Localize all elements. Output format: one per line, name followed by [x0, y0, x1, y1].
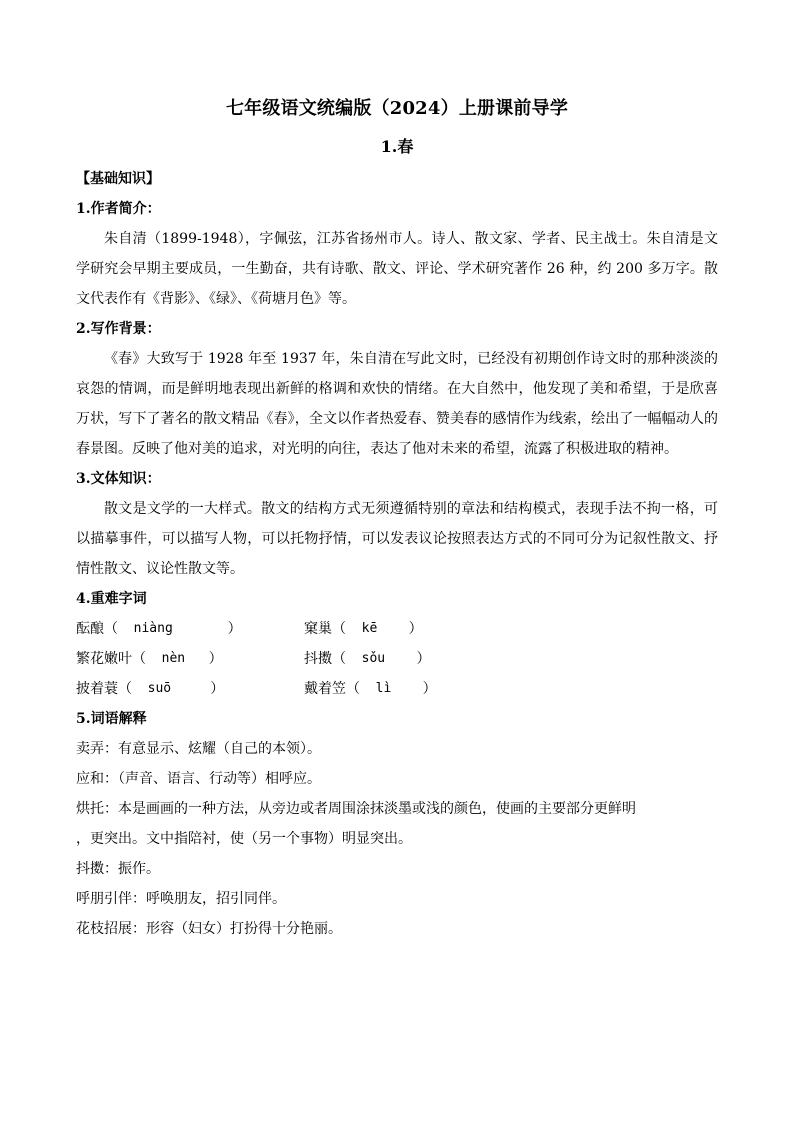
vocab-pinyin: lì: [360, 681, 423, 696]
vocab-row: [76, 674, 718, 704]
vocab-item: [76, 614, 304, 644]
vocab-row: [76, 644, 718, 674]
background-paragraph: 《春》大致写于 1928 年至 1937 年，朱自清在写此文时，已经没有初期创作诗文时的那种淡淡的哀怨的情调，而是鲜明地表现出新鲜的格调和欢快的情绪。在大自然中，他发现了美和希望，于是欣喜万状，写下了著名的散文精品《春》，全文以作者热爱春、赞美春的感情作为线索，绘出了一幅幅动人的春景图。反映了他对美的追求，对光明的向往，表达了他对未来的希望，流露了积极进取的精神。: [76, 351, 718, 457]
author-paragraph: 朱自清（1899-1948），字佩弦，江苏省扬州市人。诗人、散文家、学者、民主战士。朱自清是文学研究会早期主要成员，一生勤奋，共有诗歌、散文、评论、学术研究著作 26 种，约 200 多万字。散文代表作有《背影》、《绿》、《荷塘月色》等。: [76, 231, 718, 307]
vocab-pinyin: niàng: [118, 621, 228, 636]
close-paren: ）: [416, 651, 431, 667]
basics-heading: 【基础知识】: [76, 171, 160, 187]
glossary-item-continued: ，更突出。文中指陪衬，使（另一个事物）明显突出。: [76, 831, 412, 847]
glossary-item: 花枝招展：形容（妇女）打扮得十分艳丽。: [76, 921, 342, 937]
genre-paragraph: 散文是文学的一大样式。散文的结构方式无须遵循特别的章法和结构模式，表现手法不拘一格，可以描摹事件，可以描写人物，可以托物抒情，可以发表议论按照表达方式的不同可分为记叙性散文、抒情性散文、议论性散文等。: [76, 501, 718, 577]
vocab-item: [76, 644, 304, 674]
open-paren: （: [118, 681, 132, 697]
document-title: 七年级语文统编版（2024）上册课前导学: [225, 98, 569, 119]
glossary-item: 烘托：本是画画的一种方法，从旁边或者周围涂抹淡墨或浅的颜色，使画的主要部分更鲜明: [76, 801, 636, 817]
vocab-pinyin: sǒu: [346, 651, 417, 666]
vocab-pinyin: suō: [132, 681, 211, 696]
close-paren: ）: [208, 651, 223, 667]
glossary-item: 卖弄：有意显示、炫耀（自己的本领）。: [76, 741, 321, 757]
vocab-item: [304, 674, 524, 704]
vocab-word: 酝酿: [76, 621, 104, 637]
vocab-item: [304, 644, 524, 674]
open-paren: （: [332, 651, 346, 667]
vocab-word: 披着蓑: [76, 681, 118, 697]
close-paren: ）: [422, 681, 437, 697]
vocab-row: [76, 614, 718, 644]
glossary-heading: 5.词语解释: [76, 711, 147, 727]
lesson-title: 1.春: [380, 137, 414, 156]
vocab-item: [76, 674, 304, 704]
background-heading: 2.写作背景：: [76, 321, 161, 337]
open-paren: （: [132, 651, 146, 667]
close-paren: ）: [227, 621, 242, 637]
glossary-item: 呼朋引伴：呼唤朋友，招引同伴。: [76, 891, 286, 907]
open-paren: （: [332, 621, 346, 637]
close-paren: ）: [210, 681, 225, 697]
vocab-word: 抖擞: [304, 651, 332, 667]
glossary-item: 应和：（声音、语言、行动等）相呼应。: [76, 771, 321, 787]
vocab-pinyin: nèn: [146, 651, 209, 666]
close-paren: ）: [408, 621, 423, 637]
open-paren: （: [346, 681, 360, 697]
vocab-item: [304, 614, 524, 644]
vocab-word: 戴着笠: [304, 681, 346, 697]
vocab-heading: 4.重难字词: [76, 591, 147, 607]
vocab-word: 繁花嫩叶: [76, 651, 132, 667]
author-heading: 1.作者简介：: [76, 201, 161, 217]
open-paren: （: [104, 621, 118, 637]
vocab-pinyin: kē: [346, 621, 409, 636]
genre-heading: 3.文体知识：: [76, 471, 161, 487]
vocab-word: 窠巢: [304, 621, 332, 637]
glossary-item: 抖擞：振作。: [76, 861, 160, 877]
